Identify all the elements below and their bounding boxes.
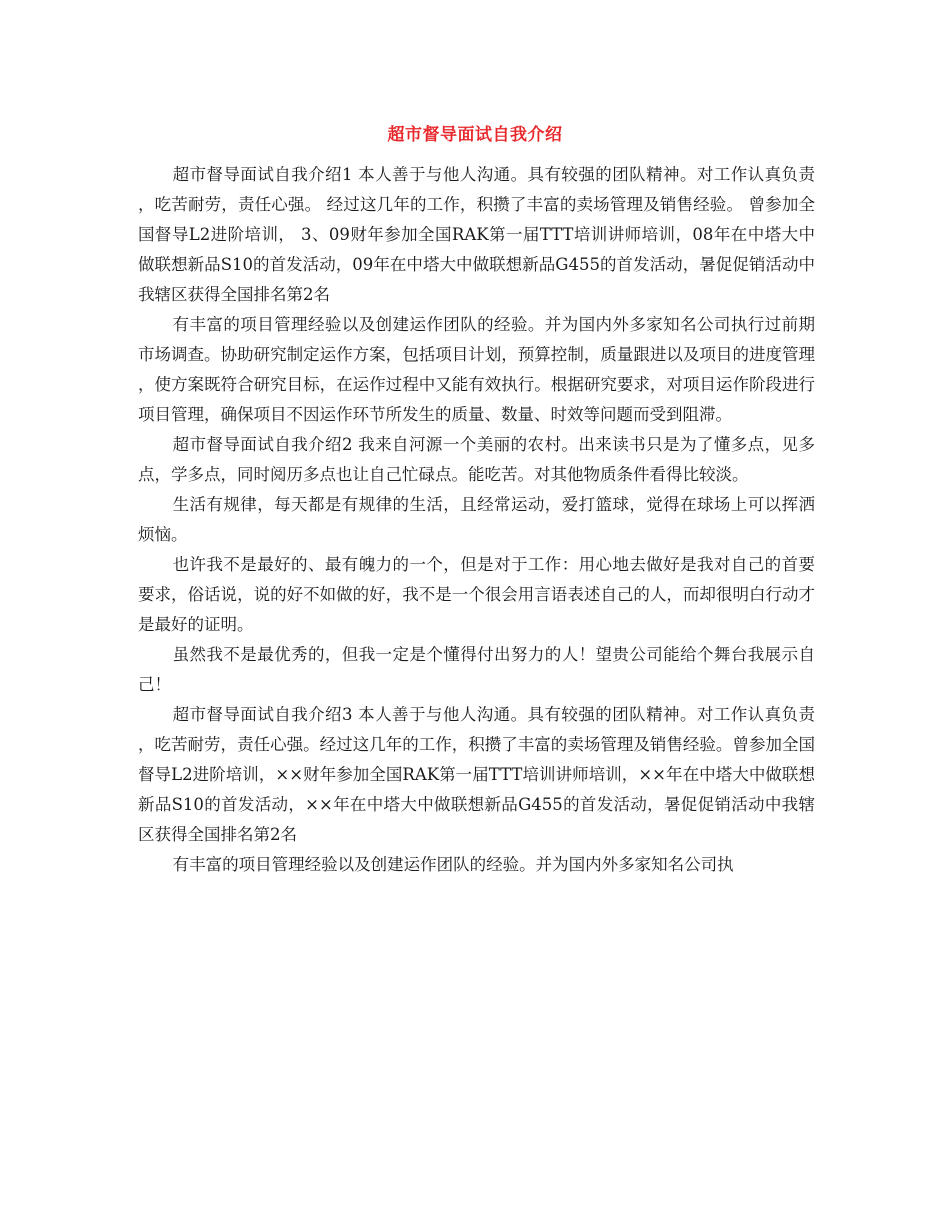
- paragraph-6: 虽然我不是最优秀的，但我一定是个懂得付出努力的人！望贵公司能给个舞台我展示自己！: [138, 645, 815, 694]
- paragraph-2: 有丰富的项目管理经验以及创建运作团队的经验。并为国内外多家知名公司执行过前期市场调查。协助研究制定运作方案，包括项目计划，预算控制，质量跟进以及项目的进度管理，使方案既符合研究目标，在运作过程中又能有效执行。根据研究要求，对项目运作阶段进行项目管理，确保项目不因运作环节所发生的质量、数量、时效等问题而受到阻滞。: [138, 315, 815, 424]
- document-title: 超市督导面试自我介绍: [387, 125, 563, 145]
- paragraph-1: 超市督导面试自我介绍1 本人善于与他人沟通。具有较强的团队精神。对工作认真负责，吃苦耐劳，责任心强。 经过这几年的工作，积攒了丰富的卖场管理及销售经验。 曾参加全国督导L2进阶培训， 3、09财年参加全国RAK第一届TTT培训讲师培训，08年在中塔大中做联想新品S10的首发活动，09年在中塔大中做联想新品G455的首发活动，暑促促销活动中我辖区获得全国排名第2名: [138, 165, 815, 304]
- paragraph-5: 也许我不是最好的、最有魄力的一个，但是对于工作：用心地去做好是我对自己的首要要求，俗话说，说的好不如做的好，我不是一个很会用言语表述自己的人，而却很明白行动才是最好的证明。: [138, 555, 815, 634]
- document-body: [138, 160, 815, 880]
- paragraph-4: 生活有规律，每天都是有规律的生活，且经常运动，爱打篮球，觉得在球场上可以挥洒烦恼。: [138, 495, 815, 544]
- paragraph-3: 超市督导面试自我介绍2 我来自河源一个美丽的农村。出来读书只是为了懂多点，见多点，学多点，同时阅历多点也让自己忙碌点。能吃苦。对其他物质条件看得比较淡。: [138, 435, 815, 484]
- paragraph-8: 有丰富的项目管理经验以及创建运作团队的经验。并为国内外多家知名公司执: [172, 855, 734, 874]
- paragraph-7: 超市督导面试自我介绍3 本人善于与他人沟通。具有较强的团队精神。对工作认真负责，吃苦耐劳，责任心强。经过这几年的工作，积攒了丰富的卖场管理及销售经验。曾参加全国督导L2进阶培训，××财年参加全国RAK第一届TTT培训讲师培训，××年在中塔大中做联想新品S10的首发活动，××年在中塔大中做联想新品G455的首发活动，暑促促销活动中我辖区获得全国排名第2名: [138, 705, 815, 844]
